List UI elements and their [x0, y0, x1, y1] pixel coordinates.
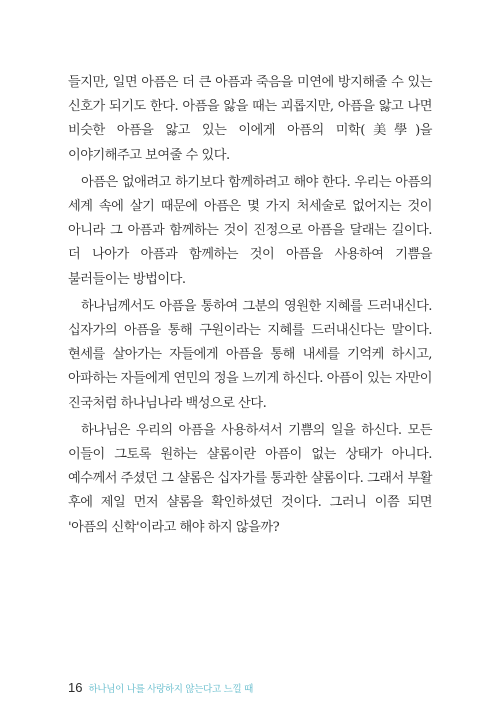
page-footer: [68, 680, 253, 695]
body-text: [68, 71, 432, 540]
paragraph: 하나님은 우리의 아픔을 사용하셔서 기쁨의 일을 하신다. 모든 이들이 그토록 원하는 샬롬이란 아픔이 없는 상태가 아니다. 예수께서 주셨던 그 샬롬은 십자가를 통과한 샬롬이다. 그래서 부활 후에 제일 먼저 샬롬을 확인하셨던 것이다. 그러니 이쯤 되면 '아픔의 신학'이라고 해야 하지 않을까?: [68, 422, 432, 535]
paragraph: 아픔은 없애려고 하기보다 함께하려고 해야 한다. 우리는 아픔의 세계 속에 살기 때문에 아픔은 몇 가지 처세술로 없어지는 것이 아니라 그 아픔과 함께하는 것이 진정으로 아픔을 달래는 길이다. 더 나아가 아픔과 함께하는 것이 아픔을 사용하여 기쁨을 불러들이는 방법이다.: [68, 174, 432, 287]
paragraph-continued: 들지만, 일면 아픔은 더 큰 아픔과 죽음을 미연에 방지해줄 수 있는 신호가 되기도 한다. 아픔을 앓을 때는 괴롭지만, 아픔을 앓고 나면 비슷한 아픔을 앓고 있는 이에게 아픔의 미학(美學)을 이야기해주고 보여줄 수 있다.: [68, 75, 432, 163]
page-number: 16: [68, 680, 83, 695]
paragraph: 하나님께서도 아픔을 통하여 그분의 영원한 지혜를 드러내신다. 십자가의 아픔을 통해 구원이라는 지혜를 드러내신다는 말이다. 현세를 살아가는 자들에게 아픔을 통해 내세를 기억케 하시고, 아파하는 자들에게 연민의 정을 느끼게 하신다. 아픔이 있는 자만이 진국처럼 하나님나라 백성으로 산다.: [68, 298, 432, 411]
running-title: 하나님이 나를 사랑하지 않는다고 느낄 때: [88, 684, 253, 695]
